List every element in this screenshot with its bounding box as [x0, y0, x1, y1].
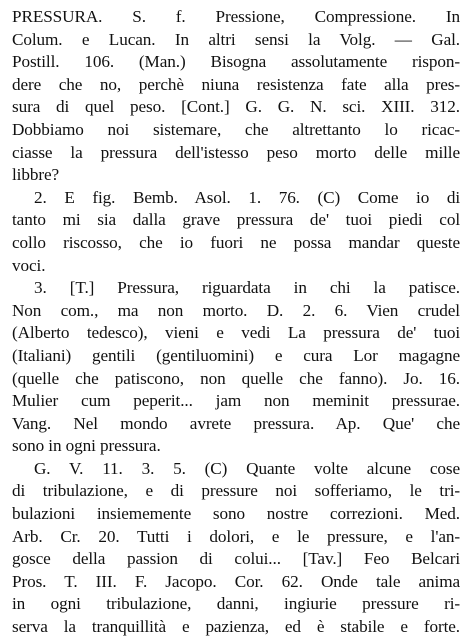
- text-line: (quelle che patiscono, non quelle che fanno). Jo. 16.: [12, 368, 460, 388]
- text-line: in ogni tribulazione, danni, ingiurie pressure ri-: [12, 594, 460, 614]
- text-line: collo riscosso, che io fuori ne possa mandar queste: [12, 232, 460, 252]
- text-line: sura di quel peso. [Cont.] G. G. N. sci. XIII. 312.: [12, 97, 460, 117]
- text-line: di tribulazione, e di pressure noi sofferiamo, le tri-: [12, 481, 460, 501]
- text-line: Non com., ma non morto. D. 2. 6. Vien crudel: [12, 300, 460, 320]
- text-line: serva la tranquillità e pazienza, ed è stabile e forte.: [12, 617, 460, 637]
- text-line: PRESSURA. S. f. Pressione, Compressione. In: [12, 7, 460, 26]
- text-line: bulazioni insiememente sono nostre correzioni. Med.: [12, 504, 460, 524]
- text-line: Dobbiamo noi sistemare, che altrettanto lo ricac-: [12, 119, 460, 139]
- text-line: ciasse la pressura dell'istesso peso morto delle mille: [12, 142, 460, 162]
- text-line: tanto mi sia dalla grave pressura de' tuoi piedi col: [12, 210, 460, 230]
- dictionary-entry: [12, 6, 460, 639]
- text-line: dere che no, perchè niuna resistenza fate alla pres-: [12, 74, 460, 94]
- text-line: libbre?: [12, 165, 60, 185]
- text-line: Pros. T. III. F. Jacopo. Cor. 62. Onde tale anima: [12, 571, 460, 591]
- text-line: (Italiani) gentili (gentiluomini) e cura Lor magagne: [12, 345, 460, 365]
- sense-3-line: 3. [T.] Pressura, riguardata in chi la patisce.: [34, 278, 460, 298]
- text-line: sono in ogni pressura.: [12, 436, 161, 456]
- text-line: Postill. 106. (Man.) Bisogna assolutamente rispon-: [12, 52, 460, 72]
- text-line: Arb. Cr. 20. Tutti i dolori, e le pressure, e l'an-: [12, 526, 460, 546]
- text-line: gosce della passion di colui... [Tav.] Feo Belcari: [12, 549, 460, 569]
- text-line: Vang. Nel mondo avrete pressura. Ap. Que' che: [12, 413, 460, 433]
- text-line: Mulier cum peperit... jam non meminit pressurae.: [12, 391, 460, 411]
- text-line: (Alberto tedesco), vieni e vedi La pressura de' tuoi: [12, 323, 460, 343]
- sense-2-line: 2. E fig. Bemb. Asol. 1. 76. (C) Come io di: [34, 187, 460, 207]
- text-line: Colum. e Lucan. In altri sensi la Volg. — Gal.: [12, 29, 460, 49]
- text-line: voci.: [12, 255, 46, 275]
- citation-line: G. V. 11. 3. 5. (C) Quante volte alcune cose: [34, 458, 460, 478]
